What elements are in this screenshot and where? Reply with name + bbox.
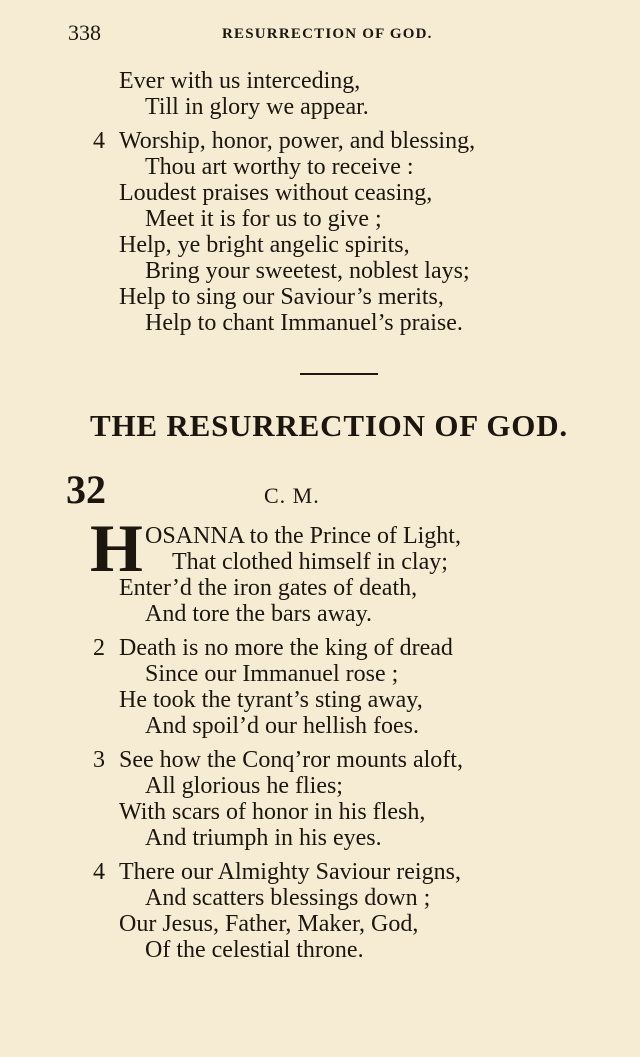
stanza-number: 4	[93, 859, 105, 885]
verse-line: And tore the bars away.	[145, 601, 373, 627]
section-divider	[300, 373, 378, 375]
verse-line: OSANNA to the Prince of Light,	[145, 523, 461, 549]
verse-line: See how the Conq’ror mounts aloft,	[119, 747, 463, 773]
verse-line: Ever with us interceding,	[119, 68, 361, 94]
verse-line: All glorious he flies;	[145, 773, 343, 799]
verse-line: And triumph in his eyes.	[145, 825, 382, 851]
verse-line: He took the tyrant’s sting away,	[119, 687, 423, 713]
verse-line: Since our Immanuel rose ;	[145, 661, 399, 687]
verse-line: Loudest praises without ceasing,	[119, 180, 433, 206]
verse-line: Of the celestial throne.	[145, 937, 364, 963]
verse-line: And scatters blessings down ;	[145, 885, 431, 911]
stanza-number: 4	[93, 128, 105, 154]
verse-line: And spoil’d our hellish foes.	[145, 713, 419, 739]
stanza-number: 2	[93, 635, 105, 661]
verse-line: Till in glory we appear.	[145, 94, 369, 120]
running-head: RESURRECTION OF GOD.	[222, 26, 433, 42]
verse-line: With scars of honor in his flesh,	[119, 799, 426, 825]
hymn-number: 32	[66, 467, 106, 512]
verse-line: Help to chant Immanuel’s praise.	[145, 310, 463, 336]
verse-line: Death is no more the king of dread	[119, 635, 453, 661]
verse-line: Bring your sweetest, noblest lays;	[145, 258, 470, 284]
verse-line: Meet it is for us to give ;	[145, 206, 382, 232]
verse-line: Help, ye bright angelic spirits,	[119, 232, 410, 258]
verse-line: Enter’d the iron gates of death,	[119, 575, 418, 601]
stanza-number: 3	[93, 747, 105, 773]
page-number: 338	[68, 20, 101, 45]
hymn-meter: C. M.	[264, 483, 320, 508]
verse-line: There our Almighty Saviour reigns,	[119, 859, 461, 885]
verse-line: Help to sing our Saviour’s merits,	[119, 284, 444, 310]
section-title: THE RESURRECTION OF GOD.	[90, 408, 568, 443]
verse-line: Thou art worthy to receive :	[145, 154, 414, 180]
verse-line: Worship, honor, power, and blessing,	[119, 128, 476, 154]
verse-line: Our Jesus, Father, Maker, God,	[119, 911, 419, 937]
drop-cap: H	[90, 510, 143, 586]
verse-line: That clothed himself in clay;	[172, 549, 448, 575]
